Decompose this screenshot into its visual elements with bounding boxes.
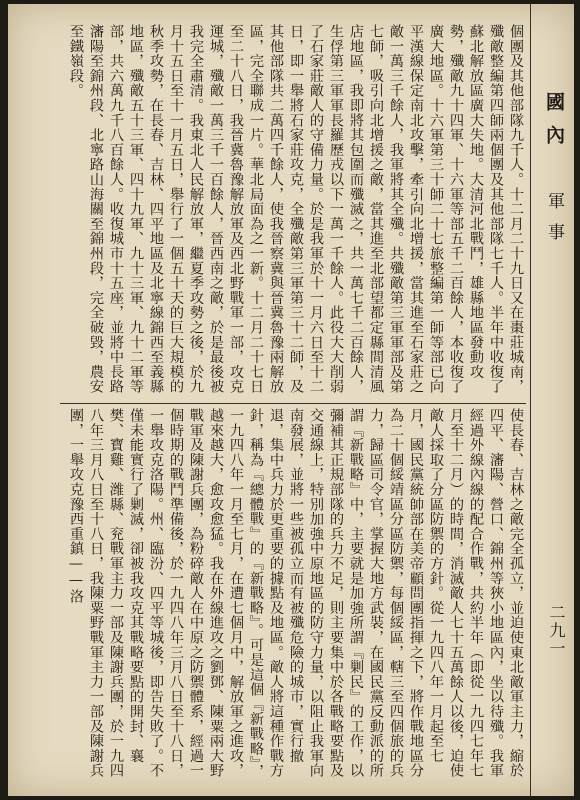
book-page <box>8 4 574 796</box>
page-number: 二九一 <box>547 604 566 658</box>
running-header <box>541 92 568 254</box>
page-margin <box>530 4 575 796</box>
upper-text-block: 個團及其他部隊九千人。十二月二十九日又在棗莊城南，殲敵整編第四師兩個團及其他部隊七千人。半年中收復了蘇北解放區廣大失地。大清河北戰鬥，雄縣地區發動攻勢，殲敵九十四軍、十六軍等部五千二百餘人，本收復了廣大地區。十六軍第三十師二十七旅整編第一師等部已向平漢線保定南北攻擊，牽引向北增援，當其進至石家莊之敵一萬三千餘人，我軍將其全殲。共殲敵第三軍軍部及第七師，吸引向北增援之敵，當其進至北部望都定縣間清風店地區，我即將其包圍而殲滅之，共一萬七千二百餘人，生俘第三軍軍長羅歷戎以下一萬一千餘人。此役大大削弱了石家莊敵人的守備力量。於是我軍於十一月六日至十二日，即一舉將石家莊攻克，全殲敵第三軍第三十二師，及其他部隊共二萬四千餘人，使我晉察冀與晉冀魯豫兩解放區，完全聯成一片。華北局面為之一新。十二月二十七日至二十八日，我晉冀魯豫解放軍及西北野戰軍一部，攻克運城，殲敵一萬三千一百餘人，晉西南之敵，於是最後被我完全肅清。我東北人民解放軍，繼夏季攻勢之後，於九月十五日至十一月五日，舉行了一個五十天的巨大規模的秋季攻勢，在長春、吉林、四平地區及北寧線錦西至義縣地區，殲敵五十三軍、四十九軍、九十三軍、九十二軍等部，共六萬九千八百餘人。收復城市十五座，並將中長路瀋陽至錦州段、北寧路山海關至錦州段，完全破毀，農安至鐵嶺段。 <box>68 24 524 394</box>
section-divider <box>60 403 526 404</box>
header-title: 國內 <box>543 92 565 158</box>
header-section: 軍事 <box>544 192 564 254</box>
lower-text-block: 使長春、吉林之敵完全孤立，並迫使東北敵軍主力，縮於四平、瀋陽、營口、錦州等狹小地區內，坐以待殲。我軍經過外線內線的配合作戰，共約半年（即從一九四七年七月至十二月）的時間，消滅敵人七十五萬餘人以後，迫使敵人採取了分區防禦的方針。從一九四八年一月起至七月，國民黨統帥部在美帝顧問團指揮之下，將作戰地區分為二十個綏靖區分區防禦，每個綏區，轄三至四個旅的兵力，歸區司令官，掌握大地方武裝，在國民黨反動派的所謂『新戰略』中，主要就是加強所謂『剿民』的工作，以彌補其正規部隊的兵力不足，則主要集中於各戰略要點及交通線上，特別加強中原地區的防守力量，以阻止我軍向南發展，並將一些被孤立而有被殲危險的城市，實行撤退，集中兵力於更重要的據點及地區。敵人將這種作戰方針，稱為『總體戰』的『新戰略』。可是這個『新戰略』，一九四八年一月至七月，在遭七個月中，解放軍之進攻，越來越大，愈攻愈猛。我在外線進攻之劉鄧、陳粟兩大野戰軍及陳謝兵團，為粉碎敵人在中原之防禦體系，經過一個時期的戰鬥準備後，於一九四八年三月八日至十八日，一舉攻克洛陽。州、臨汾、四平等城後，即告失敗了。不僅未能實行了剿滅，卻被我攻克其戰略要點的開封、襄樊、寶雞、潍縣、兖戰軍主力一部及陳謝兵團，於一九四八年三月八日至十八日，我陳粟野戰軍主力一部及陳謝兵團，一舉攻克豫西重鎮——洛 <box>68 408 524 779</box>
